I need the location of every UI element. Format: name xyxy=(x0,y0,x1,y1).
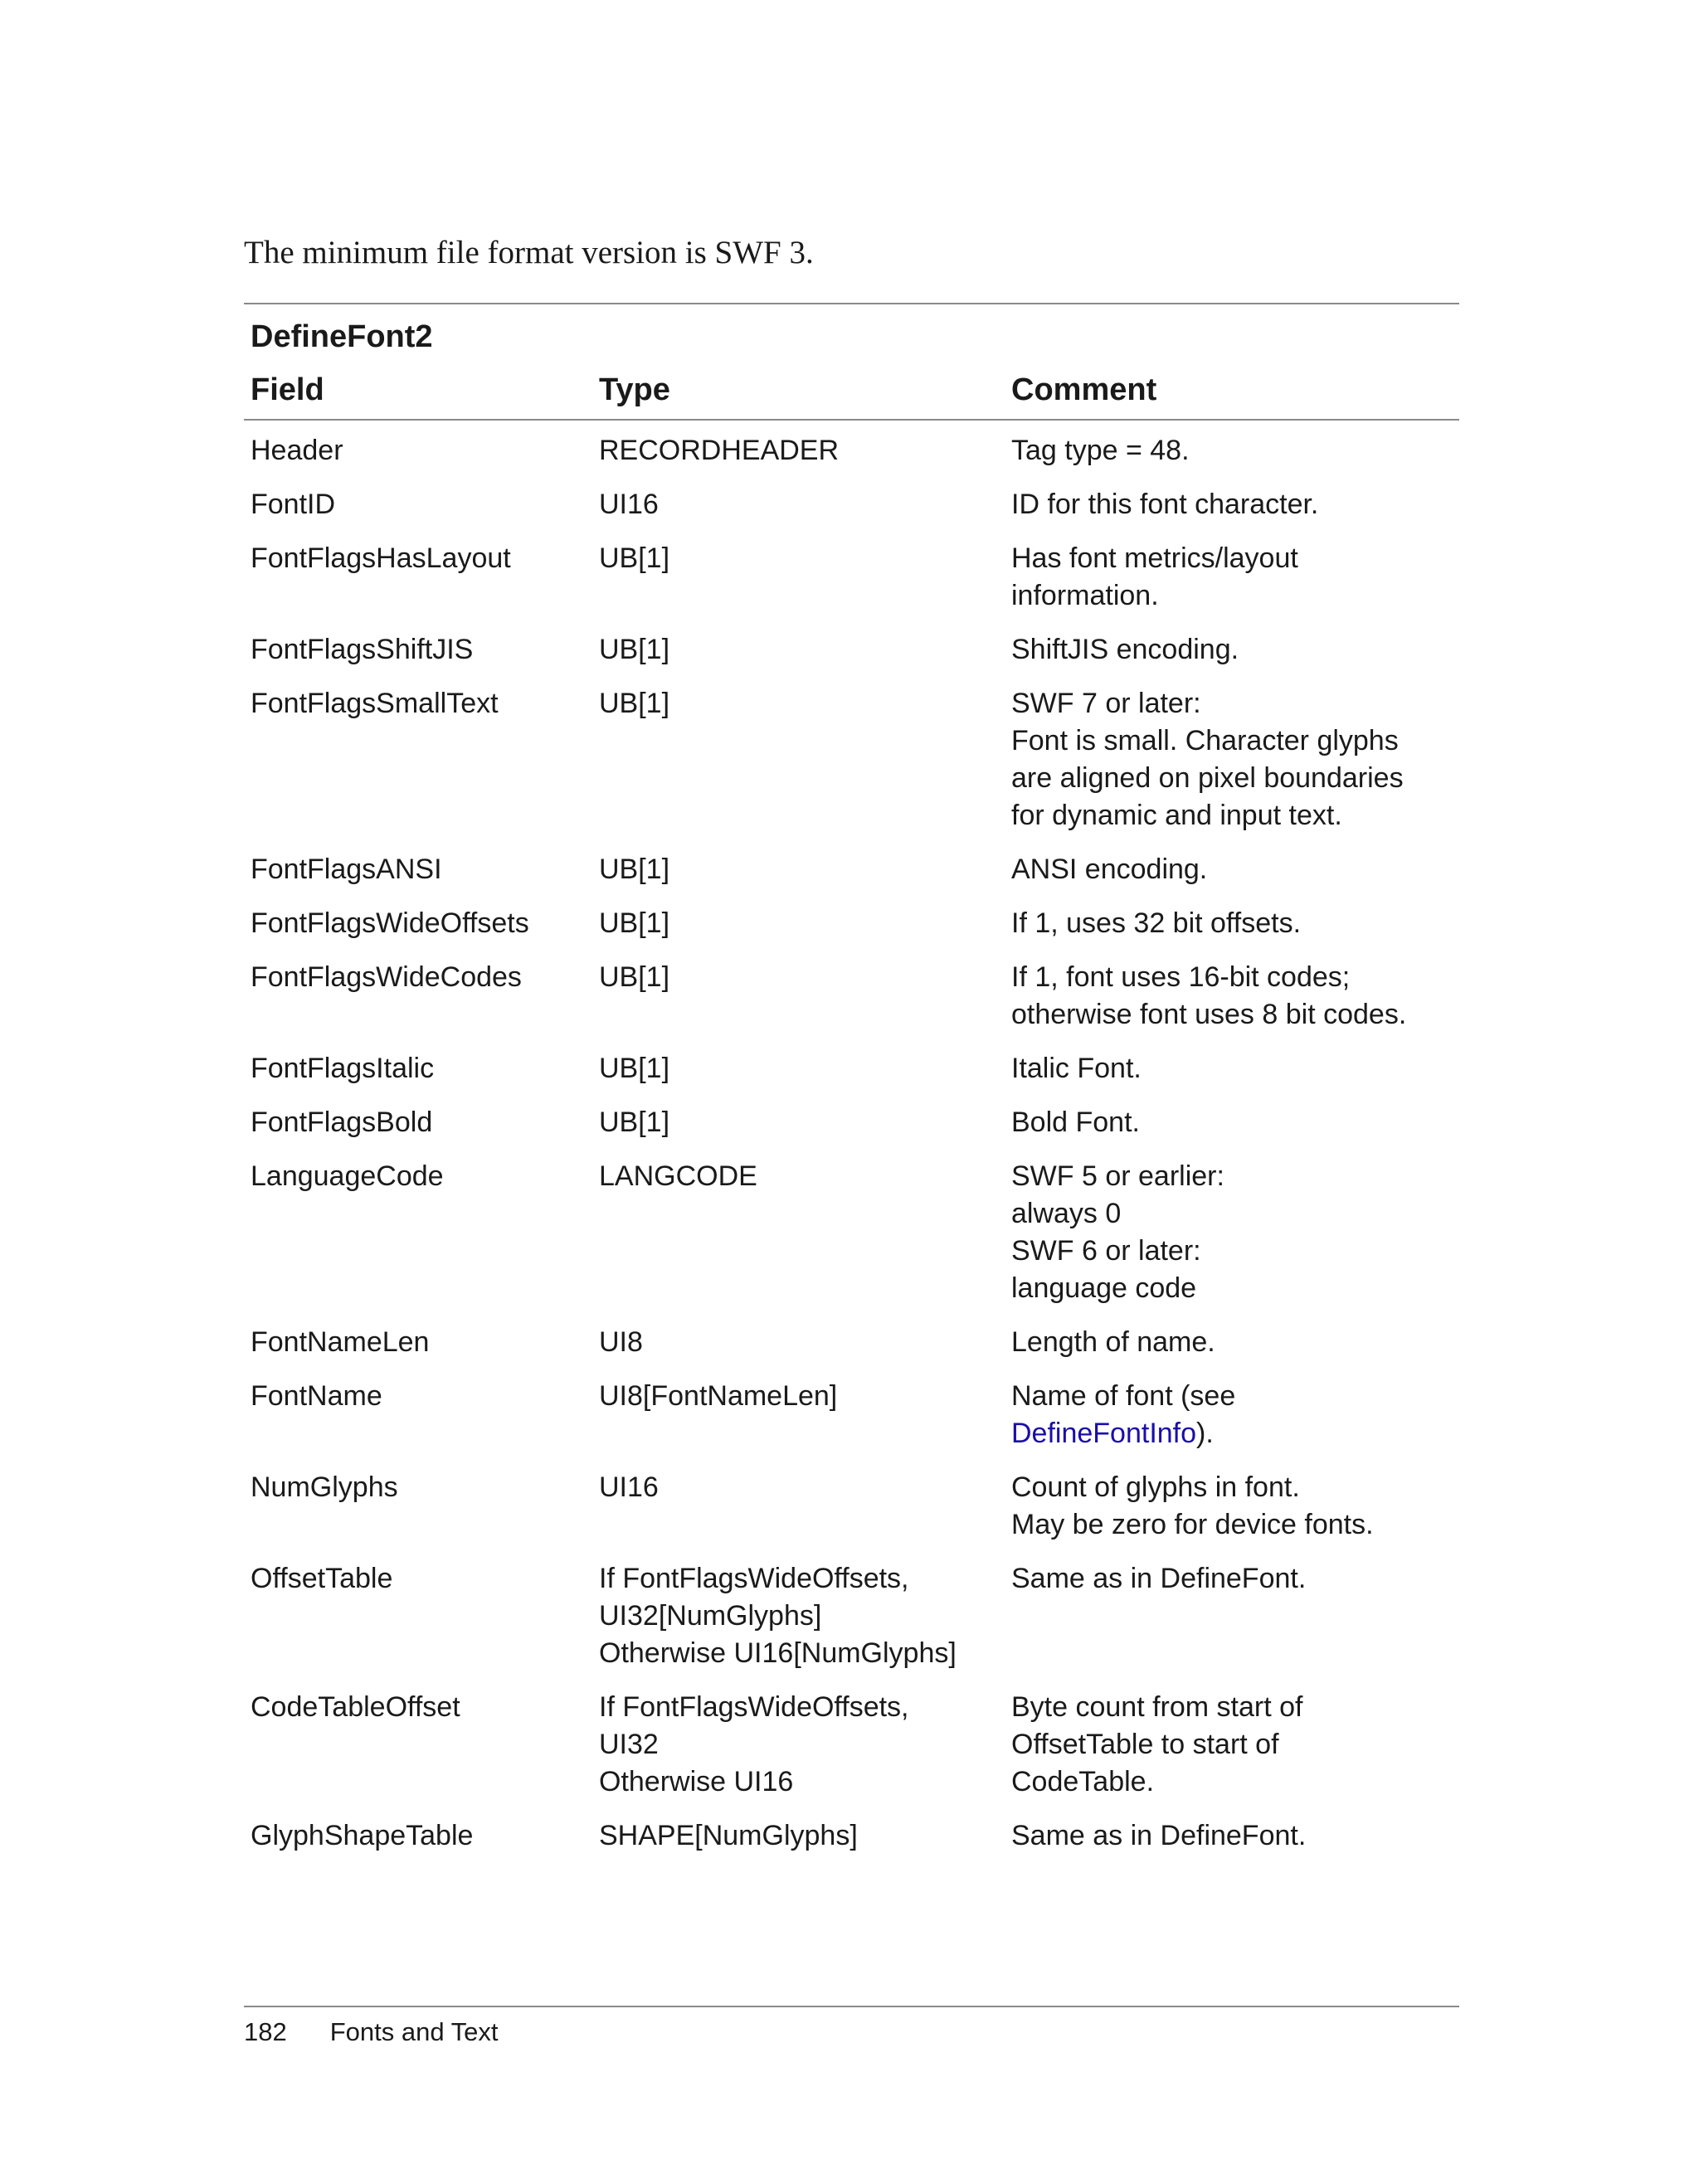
table-row xyxy=(244,685,1459,834)
type-cell: UB[1] xyxy=(599,907,670,939)
table-body xyxy=(244,421,1459,1855)
table-row xyxy=(244,1378,1459,1452)
field-cell: FontFlagsItalic xyxy=(251,1053,435,1084)
table-row xyxy=(244,1469,1459,1544)
section-title: Fonts and Text xyxy=(329,2017,499,2046)
field-cell: FontFlagsShiftJIS xyxy=(251,634,474,665)
type-cell: If FontFlagsWideOffsets, UI32[NumGlyphs] Otherwise UI16[NumGlyphs] xyxy=(599,1563,957,1669)
table-row xyxy=(244,486,1459,523)
header-comment: Comment xyxy=(1011,372,1157,407)
page-footer xyxy=(244,2017,499,2047)
table-title: DefineFont2 xyxy=(251,319,433,354)
field-cell: CodeTableOffset xyxy=(251,1691,460,1723)
table-header-row xyxy=(244,361,1459,421)
comment-cell xyxy=(1005,1378,1459,1452)
intro-text: The minimum file format version is SWF 3. xyxy=(244,235,814,270)
table-row xyxy=(244,1560,1459,1672)
type-cell: UI16 xyxy=(599,1471,659,1503)
comment-cell: Byte count from start of OffsetTable to start of CodeTable. xyxy=(1011,1691,1303,1797)
table-row xyxy=(244,540,1459,615)
table-row xyxy=(244,959,1459,1034)
type-cell: UI8 xyxy=(599,1326,643,1358)
page-number: 182 xyxy=(244,2017,287,2046)
comment-cell: ANSI encoding. xyxy=(1011,854,1208,885)
table-row xyxy=(244,1817,1459,1855)
type-cell: UB[1] xyxy=(599,688,670,719)
field-cell: Header xyxy=(251,435,343,466)
field-cell: FontNameLen xyxy=(251,1326,430,1358)
field-cell: FontFlagsANSI xyxy=(251,854,442,885)
comment-cell: Length of name. xyxy=(1011,1326,1215,1358)
comment-cell: ShiftJIS encoding. xyxy=(1011,634,1239,665)
comment-cell: Same as in DefineFont. xyxy=(1011,1820,1307,1851)
type-cell: If FontFlagsWideOffsets, UI32 Otherwise UI16 xyxy=(599,1691,909,1797)
comment-text: ). xyxy=(1196,1418,1214,1449)
field-cell: NumGlyphs xyxy=(251,1471,398,1503)
type-cell: UB[1] xyxy=(599,1107,670,1138)
comment-cell: Bold Font. xyxy=(1011,1107,1140,1138)
comment-cell: Count of glyphs in font. May be zero for device fonts. xyxy=(1011,1471,1374,1540)
comment-cell: Italic Font. xyxy=(1011,1053,1142,1084)
table-row xyxy=(244,1324,1459,1361)
type-cell: UB[1] xyxy=(599,1053,670,1084)
comment-text: Name of font (see xyxy=(1011,1380,1236,1412)
field-cell: OffsetTable xyxy=(251,1563,393,1594)
field-cell: FontFlagsWideCodes xyxy=(251,961,522,993)
type-cell: LANGCODE xyxy=(599,1160,757,1192)
table-row xyxy=(244,432,1459,469)
type-cell: UI8[FontNameLen] xyxy=(599,1380,838,1412)
field-cell: FontName xyxy=(251,1380,382,1412)
definefontinfo-link[interactable]: DefineFontInfo xyxy=(1011,1418,1197,1449)
type-cell: UI16 xyxy=(599,489,659,520)
header-field: Field xyxy=(251,372,324,407)
table-row xyxy=(244,905,1459,942)
comment-cell: Tag type = 48. xyxy=(1011,435,1190,466)
field-cell: FontID xyxy=(251,489,336,520)
definefont2-table xyxy=(244,303,1459,1871)
table-row xyxy=(244,851,1459,888)
field-cell: FontFlagsSmallText xyxy=(251,688,499,719)
field-cell: FontFlagsBold xyxy=(251,1107,433,1138)
type-cell: UB[1] xyxy=(599,542,670,574)
type-cell: UB[1] xyxy=(599,854,670,885)
field-cell: GlyphShapeTable xyxy=(251,1820,474,1851)
comment-cell: SWF 7 or later: Font is small. Character glyphs are aligned on pixel boundaries for dynamic and input text. xyxy=(1011,688,1404,831)
table-row xyxy=(244,631,1459,669)
comment-cell: Same as in DefineFont. xyxy=(1011,1563,1307,1594)
comment-cell: Has font metrics/layout information. xyxy=(1011,542,1298,611)
type-cell: SHAPE[NumGlyphs] xyxy=(599,1820,858,1851)
table-row xyxy=(244,1158,1459,1307)
comment-cell: ID for this font character. xyxy=(1011,489,1319,520)
type-cell: RECORDHEADER xyxy=(599,435,840,466)
footer-divider xyxy=(244,2006,1459,2007)
type-cell: UB[1] xyxy=(599,961,670,993)
comment-cell: If 1, uses 32 bit offsets. xyxy=(1011,907,1302,939)
table-row xyxy=(244,1689,1459,1801)
field-cell: LanguageCode xyxy=(251,1160,444,1192)
field-cell: FontFlagsWideOffsets xyxy=(251,907,529,939)
type-cell: UB[1] xyxy=(599,634,670,665)
table-row xyxy=(244,1104,1459,1141)
header-type: Type xyxy=(599,372,670,407)
field-cell: FontFlagsHasLayout xyxy=(251,542,511,574)
table-row xyxy=(244,1050,1459,1087)
comment-cell: SWF 5 or earlier: always 0 SWF 6 or later: language code xyxy=(1011,1160,1224,1304)
comment-cell: If 1, font uses 16-bit codes; otherwise font uses 8 bit codes. xyxy=(1011,961,1407,1030)
